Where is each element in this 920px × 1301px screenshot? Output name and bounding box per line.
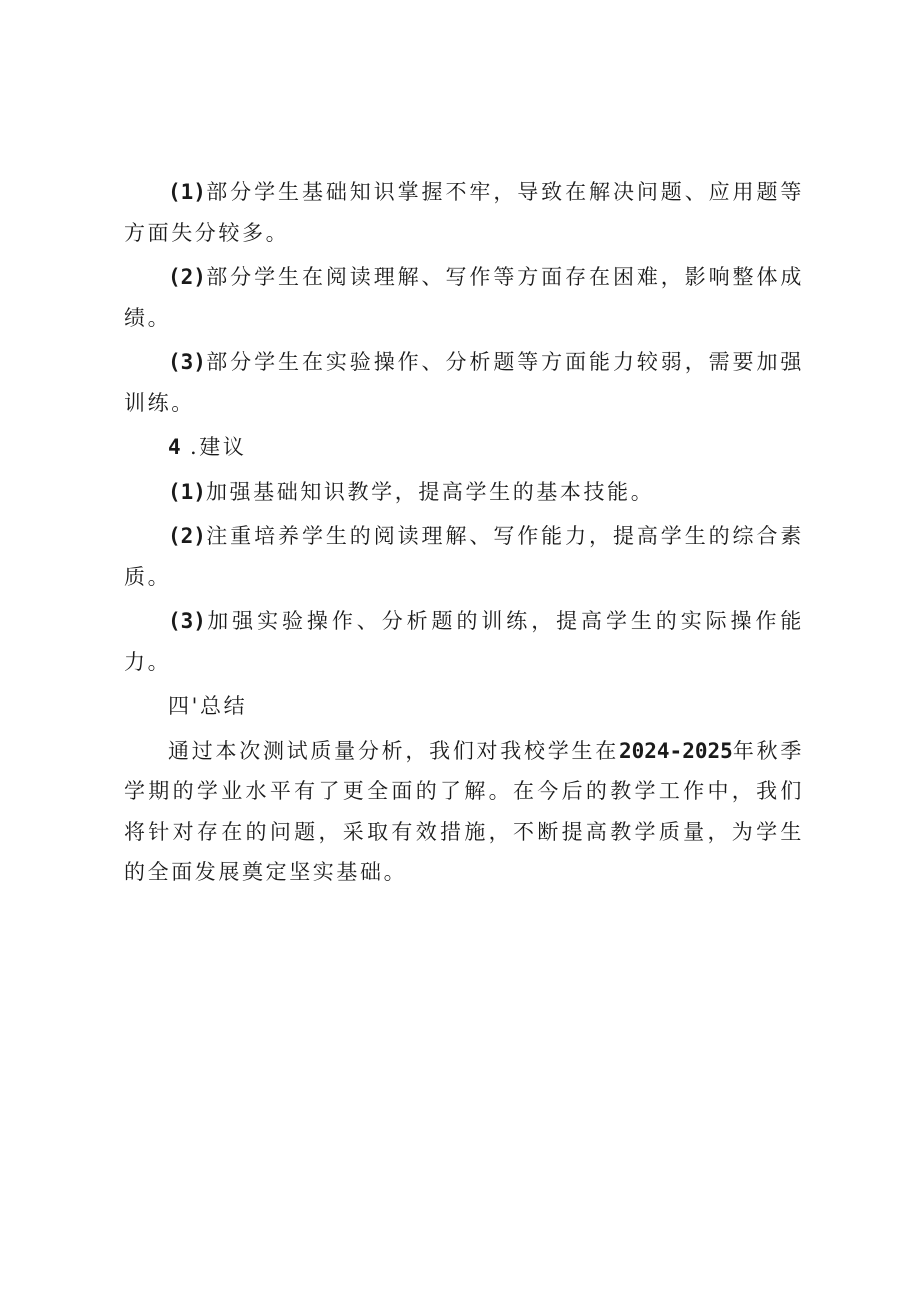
- document-page: [124, 172, 804, 893]
- summary-paragraph: [124, 731, 804, 893]
- suggestion-item-1-number: (1): [168, 479, 206, 504]
- suggestions-heading-text: .建议: [189, 435, 247, 459]
- problem-item-1-number: (1): [168, 180, 206, 204]
- problem-item-1: [124, 172, 804, 253]
- problem-item-3-text: 部分学生在实验操作、分析题等方面能力较弱，需要加强训练。: [124, 350, 804, 415]
- suggestion-item-2-text: 注重培养学生的阅读理解、写作能力，提高学生的综合素质。: [124, 524, 804, 589]
- suggestions-heading-number: 4: [168, 435, 181, 459]
- summary-text-after: 年秋季学期的学业水平有了更全面的了解。在今后的教学工作中，我们将针对存在的问题，采取有效措施，不断提高教学质量，为学生的全面发展奠定坚实基础。: [124, 738, 804, 884]
- suggestion-item-3-number: (3): [168, 609, 206, 633]
- problem-item-2-text: 部分学生在阅读理解、写作等方面存在困难，影响整体成绩。: [124, 265, 804, 330]
- summary-text-before: 通过本次测试质量分析，我们对我校学生在: [168, 738, 619, 763]
- problem-item-1-text: 部分学生基础知识掌握不牢，导致在解决问题、应用题等方面失分较多。: [124, 180, 804, 245]
- problem-item-2: [124, 257, 804, 338]
- summary-years: 2024-2025: [618, 738, 733, 763]
- summary-heading: 四'总结: [168, 694, 248, 718]
- suggestion-item-3-text: 加强实验操作、分析题的训练，提高学生的实际操作能力。: [124, 609, 804, 674]
- suggestion-item-3: [124, 601, 804, 682]
- suggestion-item-2: [124, 516, 804, 597]
- problem-item-2-number: (2): [168, 265, 206, 289]
- suggestions-heading: [124, 427, 804, 468]
- problem-item-3-number: (3): [168, 350, 206, 374]
- suggestion-item-1: [124, 472, 804, 513]
- suggestion-item-2-number: (2): [168, 524, 206, 548]
- suggestion-item-1-text: 加强基础知识教学，提高学生的基本技能。: [205, 479, 655, 504]
- problem-item-3: [124, 342, 804, 423]
